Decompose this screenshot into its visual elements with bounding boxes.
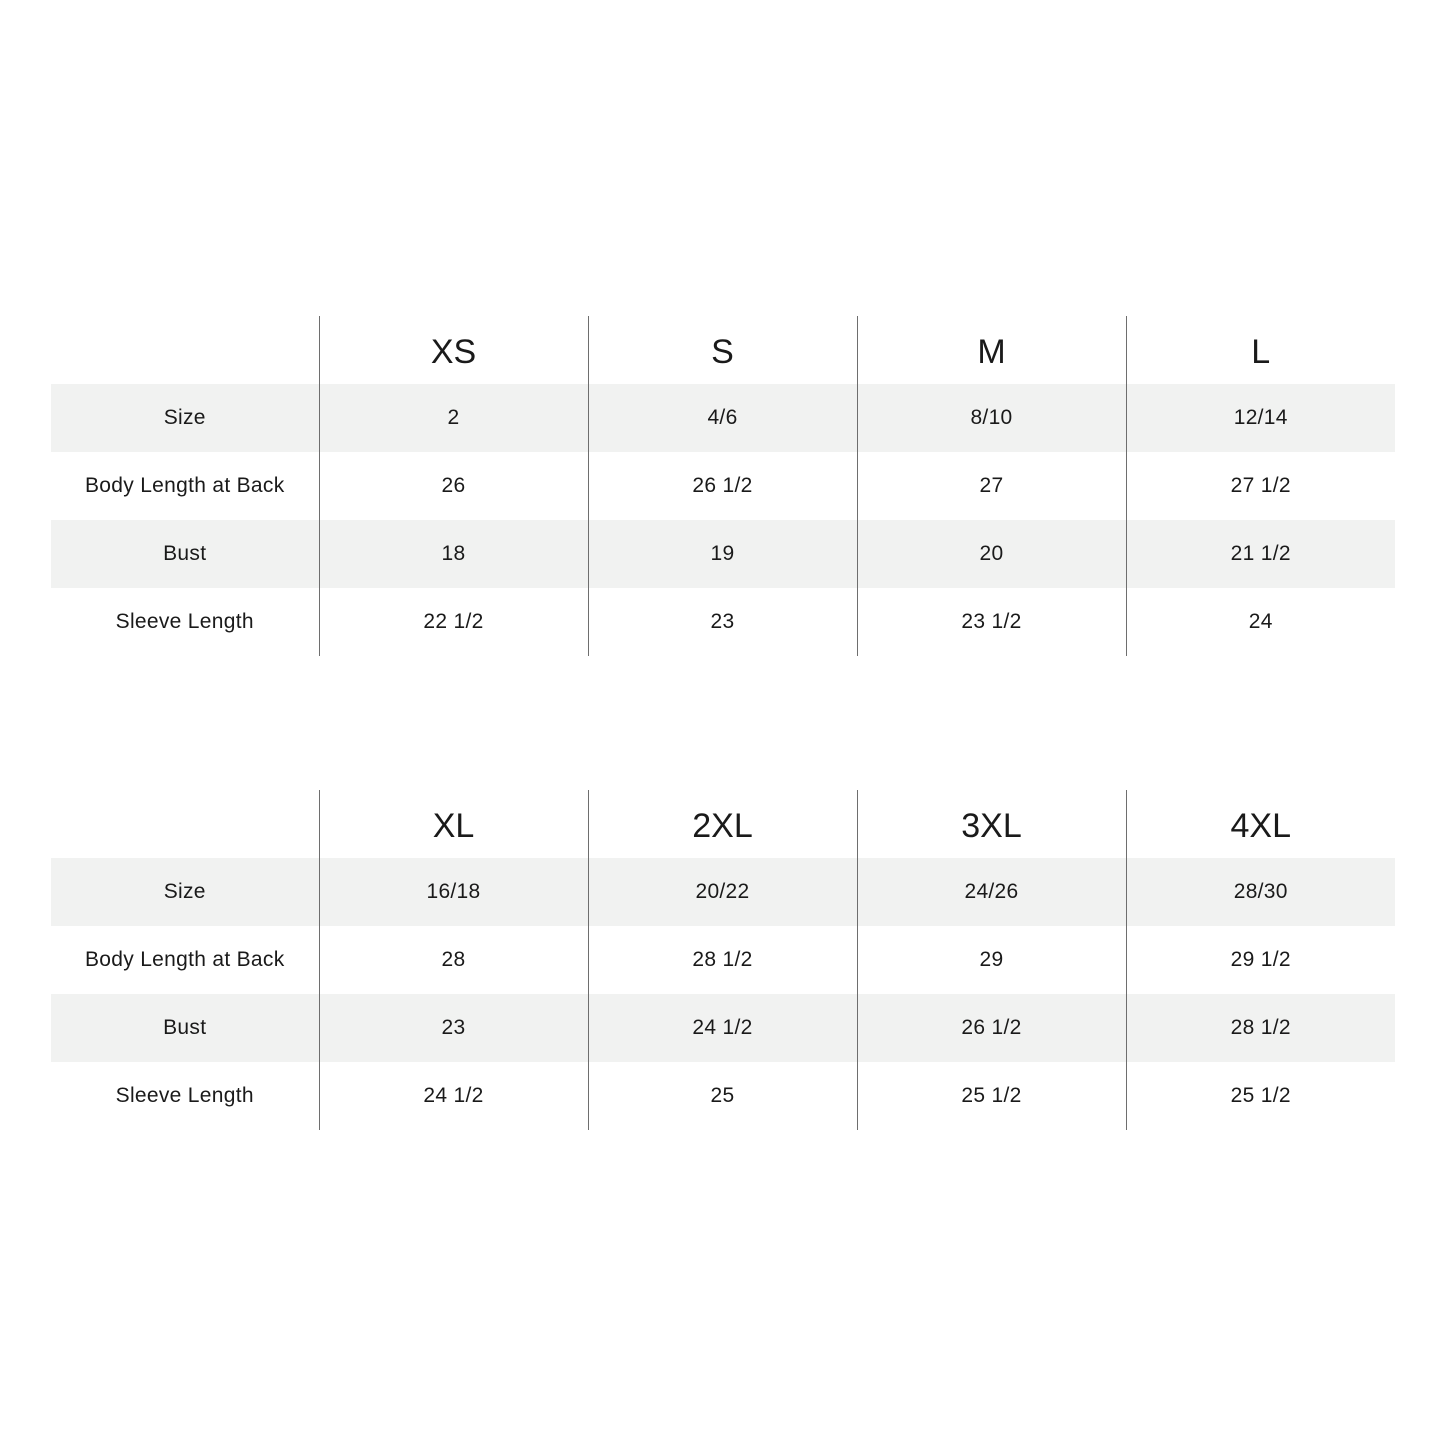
table-row bbox=[51, 1062, 1395, 1130]
table-cell: 8/10 bbox=[857, 384, 1126, 452]
table-row bbox=[51, 858, 1395, 926]
table-cell: 29 bbox=[857, 926, 1126, 994]
table-row bbox=[51, 926, 1395, 994]
table-cell: 28 1/2 bbox=[1126, 994, 1395, 1062]
row-label: Size bbox=[51, 384, 319, 452]
header-row bbox=[51, 790, 1395, 858]
row-label: Bust bbox=[51, 994, 319, 1062]
header-size-3xl: 3XL bbox=[857, 790, 1126, 858]
table-row bbox=[51, 588, 1395, 656]
row-label: Sleeve Length bbox=[115, 610, 254, 633]
table-cell: 26 bbox=[319, 452, 588, 520]
header-size-m: M bbox=[857, 316, 1126, 384]
header-row bbox=[51, 316, 1395, 384]
table-cell: 27 1/2 bbox=[1126, 452, 1395, 520]
table-cell: 21 1/2 bbox=[1126, 520, 1395, 588]
table-cell: 29 1/2 bbox=[1126, 926, 1395, 994]
table-cell: 26 1/2 bbox=[588, 452, 857, 520]
header-size-xl: XL bbox=[319, 790, 588, 858]
row-label: Bust bbox=[51, 520, 319, 588]
row-label: Size bbox=[51, 858, 319, 926]
table-row bbox=[51, 520, 1395, 588]
table-cell: 19 bbox=[588, 520, 857, 588]
size-chart-table-2 bbox=[51, 790, 1395, 1130]
table-cell: 26 1/2 bbox=[857, 994, 1126, 1062]
table-cell: 28 1/2 bbox=[588, 926, 857, 994]
header-empty bbox=[51, 316, 319, 384]
table-cell: 12/14 bbox=[1126, 384, 1395, 452]
table-row bbox=[51, 452, 1395, 520]
table-cell: 22 1/2 bbox=[319, 588, 588, 656]
table-cell: 28 bbox=[319, 926, 588, 994]
table-cell: 25 bbox=[588, 1062, 857, 1130]
table-row bbox=[51, 994, 1395, 1062]
table-cell: 24 1/2 bbox=[588, 994, 857, 1062]
header-size-4xl: 4XL bbox=[1126, 790, 1395, 858]
row-label: Body Length at Back bbox=[85, 474, 285, 497]
table-cell: 18 bbox=[319, 520, 588, 588]
table-cell: 24 1/2 bbox=[319, 1062, 588, 1130]
header-size-2xl: 2XL bbox=[588, 790, 857, 858]
table-cell: 23 bbox=[588, 588, 857, 656]
table-cell: 27 bbox=[857, 452, 1126, 520]
header-size-l: L bbox=[1126, 316, 1395, 384]
table-cell: 20/22 bbox=[588, 858, 857, 926]
table-row bbox=[51, 384, 1395, 452]
row-label: Sleeve Length bbox=[115, 1084, 254, 1107]
table-cell: 20 bbox=[857, 520, 1126, 588]
table-cell: 28/30 bbox=[1126, 858, 1395, 926]
table-cell: 16/18 bbox=[319, 858, 588, 926]
row-label: Body Length at Back bbox=[85, 948, 285, 971]
table-cell: 24/26 bbox=[857, 858, 1126, 926]
table-cell: 23 bbox=[319, 994, 588, 1062]
table-cell: 2 bbox=[319, 384, 588, 452]
table-cell: 4/6 bbox=[588, 384, 857, 452]
header-empty bbox=[51, 790, 319, 858]
header-size-s: S bbox=[588, 316, 857, 384]
table-cell: 23 1/2 bbox=[857, 588, 1126, 656]
table-cell: 25 1/2 bbox=[1126, 1062, 1395, 1130]
table-cell: 24 bbox=[1126, 588, 1395, 656]
header-size-xs: XS bbox=[319, 316, 588, 384]
table-cell: 25 1/2 bbox=[857, 1062, 1126, 1130]
size-chart-table-1 bbox=[51, 316, 1395, 656]
